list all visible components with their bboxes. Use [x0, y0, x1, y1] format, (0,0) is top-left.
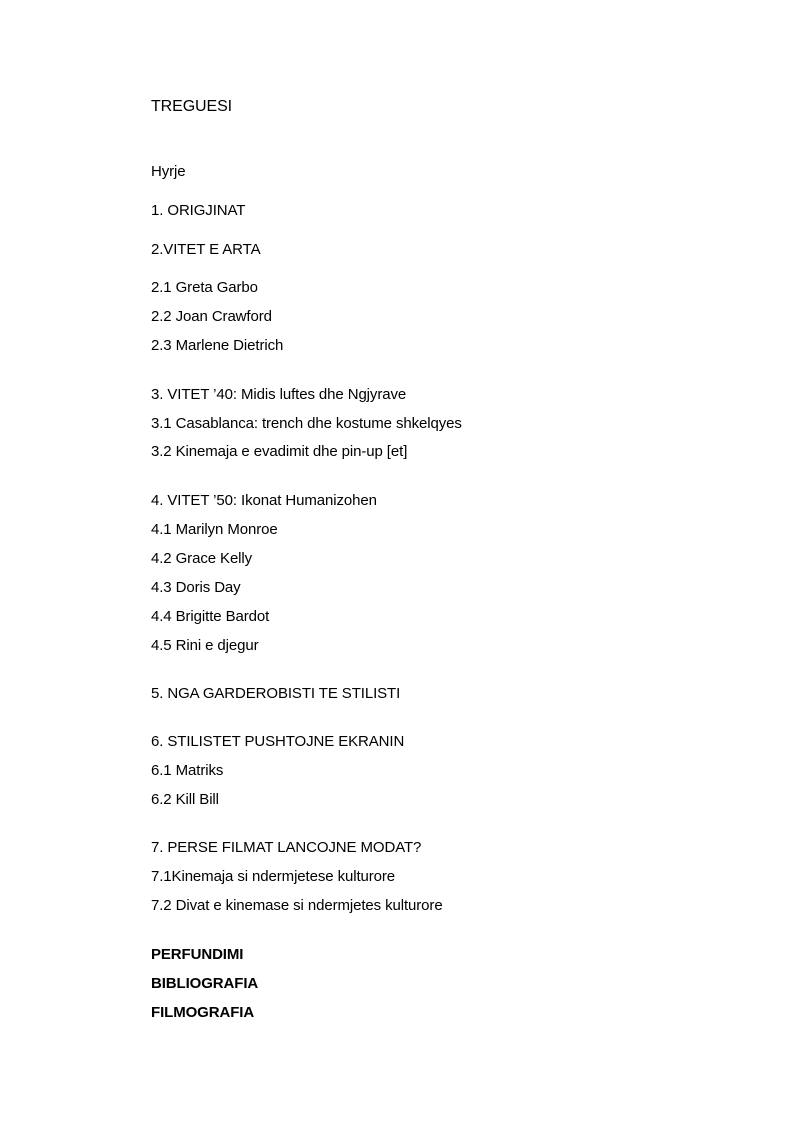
toc-entry-4-1: 4.1 Marilyn Monroe — [151, 521, 278, 538]
toc-entry-3-2: 3.2 Kinemaja e evadimit dhe pin-up [et] — [151, 443, 408, 460]
toc-entry-2-1: 2.1 Greta Garbo — [151, 279, 258, 296]
toc-entry-6: 6. STILISTET PUSHTOJNE EKRANIN — [151, 733, 405, 750]
toc-entry-5: 5. NGA GARDEROBISTI TE STILISTI — [151, 685, 401, 702]
toc-entry-perfundimi: PERFUNDIMI — [151, 946, 244, 963]
toc-entry-4-3: 4.3 Doris Day — [151, 579, 241, 596]
toc-entry-filmografia: FILMOGRAFIA — [151, 1004, 255, 1021]
toc-entry-7: 7. PERSE FILMAT LANCOJNE MODAT? — [151, 839, 422, 856]
toc-entry-4-5: 4.5 Rini e djegur — [151, 637, 259, 654]
toc-entry-2-2: 2.2 Joan Crawford — [151, 308, 272, 325]
toc-entry-6-2: 6.2 Kill Bill — [151, 791, 219, 808]
toc-entry-7-2: 7.2 Divat e kinemase si ndermjetes kulturore — [151, 897, 443, 914]
toc-entry-7-1: 7.1Kinemaja si ndermjetese kulturore — [151, 868, 396, 885]
page-title: TREGUESI — [151, 98, 232, 115]
toc-entry-bibliografia: BIBLIOGRAFIA — [151, 975, 259, 992]
toc-entry-4: 4. VITET ’50: Ikonat Humanizohen — [151, 492, 377, 509]
toc-entry-4-2: 4.2 Grace Kelly — [151, 550, 253, 567]
toc-entry-6-1: 6.1 Matriks — [151, 762, 224, 779]
toc-entry-3-1: 3.1 Casablanca: trench dhe kostume shkelqyes — [151, 415, 462, 432]
toc-entry-2: 2.VITET E ARTA — [151, 241, 261, 258]
toc-entry-hyrje: Hyrje — [151, 163, 186, 180]
toc-entry-1: 1. ORIGJINAT — [151, 202, 246, 219]
toc-entry-4-4: 4.4 Brigitte Bardot — [151, 608, 270, 625]
toc-entry-3: 3. VITET ’40: Midis luftes dhe Ngjyrave — [151, 386, 407, 403]
toc-entry-2-3: 2.3 Marlene Dietrich — [151, 337, 284, 354]
